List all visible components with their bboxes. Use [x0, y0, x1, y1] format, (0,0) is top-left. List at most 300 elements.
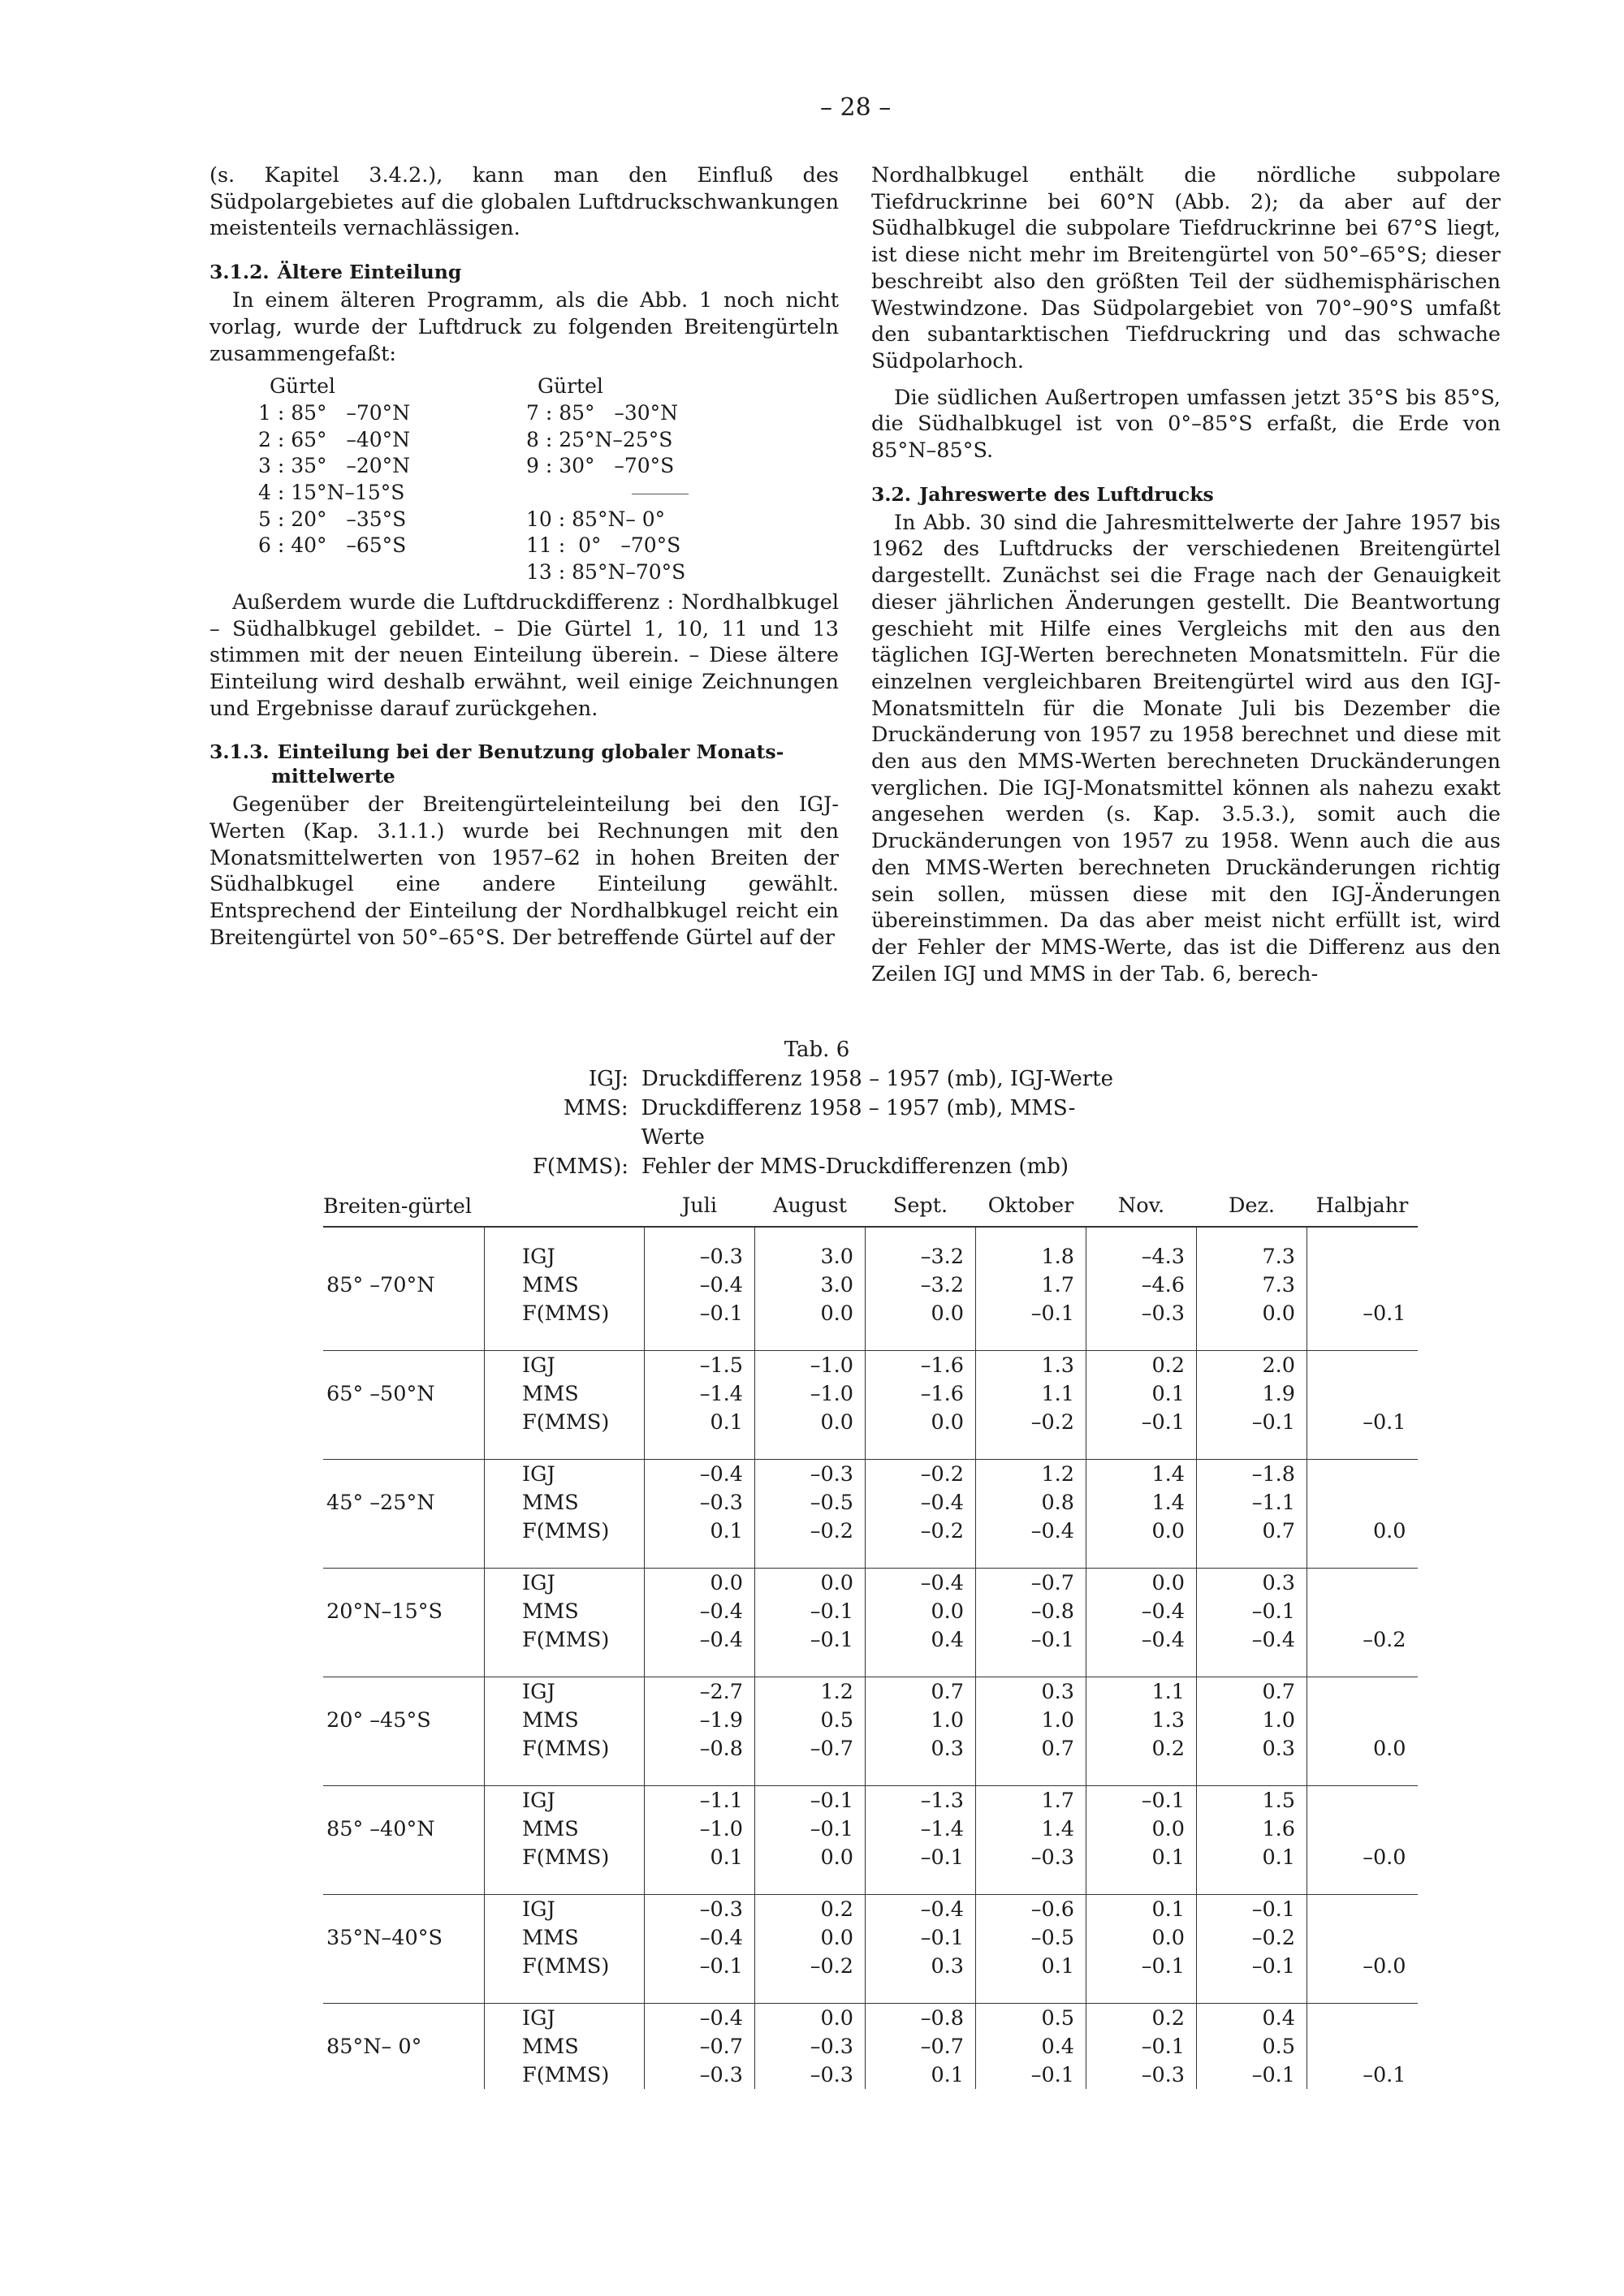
row-label: IGJ [485, 1569, 645, 1598]
table-cell: 0.7 [1197, 1677, 1307, 1707]
table-cell: 0.0 [1086, 1517, 1197, 1545]
table-cell: –0.2 [755, 1517, 866, 1545]
table-cell: 0.5 [1197, 2032, 1307, 2061]
row-label: MMS [485, 1488, 645, 1517]
table-cell: 0.0 [866, 1597, 976, 1625]
row-label: MMS [485, 1379, 645, 1408]
halbjahr-cell: 0.0 [1307, 1734, 1418, 1763]
row-label: F(MMS) [485, 1299, 645, 1327]
table-row [323, 1517, 1418, 1545]
section-title: Einteilung bei der Benutzung globaler Monats- [277, 740, 784, 764]
table-cell: –0.4 [645, 1923, 755, 1952]
table-cell: 0.0 [866, 1299, 976, 1327]
intro-paragraph: (s. Kapitel 3.4.2.), kann man den Einfluß des Südpolargebietes auf die globalen Luftdruckschwankungen meistenteils vernachlässigen. [209, 163, 839, 241]
halbjahr-cell [1307, 2032, 1418, 2061]
table-cell: 7.3 [1197, 1271, 1307, 1299]
left-column [209, 162, 839, 952]
table-cell: –0.4 [866, 1895, 976, 1924]
table-cell: 1.0 [1197, 1706, 1307, 1734]
table-cell: –0.4 [976, 1517, 1086, 1545]
pressure-difference-table [323, 1167, 1418, 2089]
table-cell: –0.7 [645, 2032, 755, 2061]
table-cell: –0.5 [976, 1923, 1086, 1952]
table-cell: 1.4 [1086, 1488, 1197, 1517]
halbjahr-cell [1307, 1597, 1418, 1625]
row-label: F(MMS) [485, 2061, 645, 2089]
belt-label [323, 2004, 485, 2033]
table-cell: –0.1 [1197, 1408, 1307, 1436]
table-cell: 1.2 [755, 1677, 866, 1707]
table-cell: 2.0 [1197, 1351, 1307, 1380]
table-cell: –0.3 [645, 1488, 755, 1517]
table-cell: –2.7 [645, 1677, 755, 1707]
table-row [323, 1952, 1418, 1980]
table-body [323, 1227, 1418, 2089]
belt-label: 85° –70°N [326, 1272, 435, 1297]
belt-label [323, 1299, 485, 1327]
header-month: Dez. [1197, 1167, 1307, 1227]
table-cell: –0.1 [755, 1786, 866, 1815]
table-cell: –0.1 [1086, 1952, 1197, 1980]
table-cell: –1.5 [645, 1351, 755, 1380]
row-label: IGJ [485, 1242, 645, 1271]
table-row [323, 1597, 1418, 1625]
group-spacer [323, 1871, 1418, 1895]
paragraph: Die südlichen Außertropen umfassen jetzt 35°S bis 85°S, die Südhalbkugel ist von 0°–85°S erfaßt, die Erde von 85°N–85°S. [871, 385, 1501, 464]
table-cell: –0.1 [755, 1625, 866, 1654]
table-cell: –0.1 [1197, 1597, 1307, 1625]
halbjahr-cell [1307, 1895, 1418, 1924]
table-cell: 0.3 [976, 1677, 1086, 1707]
belt-label [323, 1517, 485, 1545]
section-title: Jahreswerte des Luftdrucks [919, 482, 1214, 506]
table-cell: –1.4 [645, 1379, 755, 1408]
table-cell: –1.0 [645, 1815, 755, 1843]
table-cell: –0.3 [755, 2061, 866, 2089]
halbjahr-cell [1307, 1242, 1418, 1271]
table-cell: –3.2 [866, 1242, 976, 1271]
table-cell: –0.4 [645, 1597, 755, 1625]
table-cell: –0.1 [755, 1597, 866, 1625]
section-heading-3-1-3 [209, 740, 839, 788]
table-cell: 0.1 [1086, 1895, 1197, 1924]
halbjahr-cell [1307, 1923, 1418, 1952]
table-cell: 0.7 [866, 1677, 976, 1707]
table-cell: –1.4 [866, 1815, 976, 1843]
section-title-continued: mittelwerte [271, 765, 395, 788]
table-header-row [323, 1167, 1418, 1227]
paragraph: Nordhalbkugel enthält die nördliche subpolare Tiefdruckrinne bei 60°N (Abb. 2); da aber auf der Südhalbkugel die subpolare Tiefdruckrinne bei 67°S liegt, ist diese nicht mehr im Breitengürtel von 50°–65°S; dieser beschreibt also den größten Teil der südhemisphärischen Westwindzone. Das Südpolargebiet von 70°–90°S umfaßt den subantarktischen Tiefdruckring und das schwache Südpolarhoch. [871, 163, 1501, 373]
belt-label [323, 2061, 485, 2089]
row-label: MMS [485, 1706, 645, 1734]
belt-label [323, 1843, 485, 1871]
row-label: IGJ [485, 1677, 645, 1707]
table-cell: –0.1 [866, 1843, 976, 1871]
table-cell: –0.4 [645, 2004, 755, 2033]
table-cell: 0.0 [1197, 1299, 1307, 1327]
table-cell: 0.0 [755, 1843, 866, 1871]
table-cell: 0.0 [755, 1923, 866, 1952]
table-cell: –0.1 [976, 1625, 1086, 1654]
group-spacer [323, 1436, 1418, 1460]
table-row [323, 1815, 1418, 1843]
table-cell: 0.5 [976, 2004, 1086, 2033]
table-cell: 1.4 [976, 1815, 1086, 1843]
table-cell: 0.7 [1197, 1517, 1307, 1545]
row-label: IGJ [485, 1351, 645, 1380]
guertel-list [258, 373, 839, 586]
group-spacer [323, 1227, 1418, 1242]
table-row [323, 1299, 1418, 1327]
table-cell: 3.0 [755, 1242, 866, 1271]
table-cell: 1.4 [1086, 1460, 1197, 1489]
table-cell: –0.2 [755, 1952, 866, 1980]
table-cell: 1.1 [1086, 1677, 1197, 1707]
belt-label [323, 1460, 485, 1489]
table-cell: –0.2 [1197, 1923, 1307, 1952]
table-cell: –0.1 [645, 1952, 755, 1980]
legend-row [487, 1094, 1137, 1152]
table-cell: –0.1 [1197, 2061, 1307, 2089]
table-cell: –1.8 [1197, 1460, 1307, 1489]
table-cell: 0.0 [1086, 1923, 1197, 1952]
table-cell: –0.3 [755, 2032, 866, 2061]
table-cell: –0.3 [1086, 2061, 1197, 2089]
table-cell: –0.7 [866, 2032, 976, 2061]
table-cell: –1.9 [645, 1706, 755, 1734]
table-row [323, 1460, 1418, 1489]
guertel-header: Gürtel [538, 374, 603, 399]
halbjahr-cell [1307, 1460, 1418, 1489]
guertel-item: 7 : 85° –30°N [526, 400, 679, 425]
table-cell: –0.2 [976, 1408, 1086, 1436]
row-label: F(MMS) [485, 1408, 645, 1436]
table-row [323, 2004, 1418, 2033]
belt-label: 35°N–40°S [326, 1925, 443, 1950]
table-row [323, 1625, 1418, 1654]
row-label: MMS [485, 1923, 645, 1952]
table-cell: 1.0 [976, 1706, 1086, 1734]
halbjahr-cell [1307, 1786, 1418, 1815]
group-spacer [323, 1980, 1418, 2004]
row-label: MMS [485, 2032, 645, 2061]
paragraph: Außerdem wurde die Luftdruckdifferenz : Nordhalbkugel – Südhalbkugel gebildet. – Die Gürtel 1, 10, 11 und 13 stimmen mit der neuen Einteilung überein. – Diese ältere Einteilung wird deshalb erwähnt, weil einige Zeichnungen und Ergebnisse darauf zurückgehen. [209, 589, 839, 721]
paragraph: In einem älteren Programm, als die Abb. 1 noch nicht vorlag, wurde der Luftdruck zu folgenden Breitengürteln zusammengefaßt: [209, 288, 839, 366]
table-cell: –4.6 [1086, 1271, 1197, 1299]
table-cell: 3.0 [755, 1271, 866, 1299]
guertel-item: 8 : 25°N–25°S [526, 427, 673, 451]
row-label: F(MMS) [485, 1843, 645, 1871]
table-cell: –0.1 [1086, 1786, 1197, 1815]
table-cell: 0.7 [976, 1734, 1086, 1763]
header-month: Sept. [866, 1167, 976, 1227]
belt-label: 20°N–15°S [326, 1599, 443, 1624]
table-cell: –0.2 [866, 1460, 976, 1489]
belt-label [323, 1625, 485, 1654]
belt-label: 85° –40°N [326, 1816, 435, 1841]
section-number: 3.1.3. [209, 740, 270, 764]
legend-text: Druckdifferenz 1958 – 1957 (mb), IGJ-Werte [641, 1067, 1114, 1091]
table-cell: 0.1 [976, 1952, 1086, 1980]
group-spacer [323, 1763, 1418, 1786]
header-month: Juli [645, 1167, 755, 1227]
table-cell: 0.1 [1197, 1843, 1307, 1871]
halbjahr-cell [1307, 1379, 1418, 1408]
table-cell: 0.3 [866, 1952, 976, 1980]
table-row [323, 1677, 1418, 1707]
table-cell: –0.4 [866, 1488, 976, 1517]
table-cell: –0.4 [645, 1625, 755, 1654]
table-row [323, 1895, 1418, 1924]
row-label: MMS [485, 1597, 645, 1625]
table-cell: 0.2 [1086, 2004, 1197, 2033]
guertel-item: 4 : 15°N–15°S [258, 481, 405, 505]
table-row [323, 1569, 1418, 1598]
section-heading-3-1-2 [209, 260, 839, 284]
table-cell: 0.0 [755, 1569, 866, 1598]
table-row [323, 1271, 1418, 1299]
table-cell: 0.3 [1197, 1734, 1307, 1763]
table-cell: 0.0 [755, 2004, 866, 2033]
table-cell: 1.9 [1197, 1379, 1307, 1408]
table-cell: 7.3 [1197, 1242, 1307, 1271]
guertel-item: 2 : 65° –40°N [258, 427, 411, 451]
table-cell: 0.4 [976, 2032, 1086, 2061]
halbjahr-cell [1307, 2004, 1418, 2033]
table-cell: –1.0 [755, 1351, 866, 1380]
guertel-item: 13 : 85°N–70°S [526, 560, 686, 585]
table-cell: –0.3 [755, 1460, 866, 1489]
belt-label [323, 1677, 485, 1707]
table-cell: –0.1 [1086, 1408, 1197, 1436]
table-cell: –0.1 [755, 1815, 866, 1843]
paragraph: In Abb. 30 sind die Jahresmittelwerte der Jahre 1957 bis 1962 des Luftdrucks der verschiedenen Breitengürtel dargestellt. Zunächst sei die Frage nach der Genauigkeit dieser jährlichen Änderungen gestellt. Die Beantwortung geschieht mit Hilfe eines Vergleichs mit den aus den täglichen IGJ-Werten berechneten Monatsmitteln. Für die einzelnen vergleichbaren Breitengürtel wird aus den IGJ-Monatsmitteln für die Monate Juli bis Dezember die Druckänderung von 1957 zu 1958 berechnet und diese mit den aus den MMS-Werten berechneten Druckänderungen verglichen. Die IGJ-Monatsmittel können als nahezu exakt angesehen werden (s. Kap. 3.5.3.), somit auch die Druckänderungen von 1957 zu 1958. Wenn auch die aus den MMS-Werten berechneten Druckänderungen richtig sein sollen, müssen diese mit den IGJ-Änderungen übereinstimmen. Da das aber meist nicht erfüllt ist, wird der Fehler der MMS-Werte, das ist die Differenz aus den Zeilen IGJ und MMS in der Tab. 6, berech- [871, 510, 1501, 986]
table-cell: –1.1 [1197, 1488, 1307, 1517]
table-cell: 0.4 [1197, 2004, 1307, 2033]
section-title: Ältere Einteilung [277, 261, 462, 284]
table-cell: –4.3 [1086, 1242, 1197, 1271]
table-cell: –0.8 [645, 1734, 755, 1763]
table-cell: –0.1 [866, 1923, 976, 1952]
legend-key: MMS: [563, 1096, 628, 1120]
table-cell: –1.3 [866, 1786, 976, 1815]
table-cell: 0.0 [1086, 1815, 1197, 1843]
section-number: 3.2. [871, 482, 912, 506]
halbjahr-cell [1307, 1677, 1418, 1707]
belt-label [323, 1351, 485, 1380]
table-cell: 0.1 [1086, 1379, 1197, 1408]
guertel-item: 10 : 85°N– 0° [526, 507, 666, 531]
guertel-item: 6 : 40° –65°S [258, 533, 407, 558]
table-cell: –0.3 [645, 1895, 755, 1924]
guertel-item: 3 : 35° –20°N [258, 454, 411, 478]
halbjahr-cell: –0.0 [1307, 1952, 1418, 1980]
table-cell: –1.6 [866, 1379, 976, 1408]
table-row [323, 1734, 1418, 1763]
table-cell: –3.2 [866, 1271, 976, 1299]
table-cell: 1.1 [976, 1379, 1086, 1408]
table-cell: –0.1 [976, 1299, 1086, 1327]
belt-label [323, 1408, 485, 1436]
table-cell: 0.0 [755, 1299, 866, 1327]
table-row [323, 1379, 1418, 1408]
table-cell: –0.8 [976, 1597, 1086, 1625]
table-title: Tab. 6 [784, 1038, 850, 1062]
halbjahr-cell: 0.0 [1307, 1517, 1418, 1545]
table-cell: –0.1 [1197, 1895, 1307, 1924]
row-label: F(MMS) [485, 1952, 645, 1980]
table-cell: –0.4 [1086, 1625, 1197, 1654]
table-cell: 1.3 [976, 1351, 1086, 1380]
table-cell: –0.8 [866, 2004, 976, 2033]
belt-label [323, 1242, 485, 1271]
guertel-item: 1 : 85° –70°N [258, 400, 411, 425]
table-cell: –0.7 [976, 1569, 1086, 1598]
table-cell: –0.4 [645, 1271, 755, 1299]
row-label: IGJ [485, 1460, 645, 1489]
table-row [323, 1923, 1418, 1952]
table-cell: –1.1 [645, 1786, 755, 1815]
belt-label: 85°N– 0° [326, 2034, 422, 2059]
table-row [323, 2032, 1418, 2061]
header-empty [485, 1167, 645, 1227]
table-cell: 0.0 [866, 1408, 976, 1436]
table-cell: 1.2 [976, 1460, 1086, 1489]
legend-key: F(MMS): [532, 1154, 628, 1179]
group-spacer [323, 1545, 1418, 1569]
row-label: MMS [485, 1271, 645, 1299]
halbjahr-cell [1307, 1706, 1418, 1734]
table-cell: –0.3 [1086, 1299, 1197, 1327]
page-number: – 28 – [820, 93, 892, 122]
belt-label: 65° –50°N [326, 1381, 435, 1406]
table-cell: –1.6 [866, 1351, 976, 1380]
table-cell: 0.1 [866, 2061, 976, 2089]
table-cell: 1.3 [1086, 1706, 1197, 1734]
table-cell: –0.4 [866, 1569, 976, 1598]
table-cell: –0.3 [645, 2061, 755, 2089]
group-spacer [323, 1327, 1418, 1351]
table-cell: 1.0 [866, 1706, 976, 1734]
belt-label [323, 1569, 485, 1598]
table-cell: –0.5 [755, 1488, 866, 1517]
halbjahr-cell: –0.2 [1307, 1625, 1418, 1654]
section-number: 3.1.2. [209, 261, 270, 284]
header-halbjahr: Halbjahr [1307, 1167, 1418, 1227]
legend-text: Fehler der MMS-Druckdifferenzen (mb) [641, 1154, 1069, 1179]
halbjahr-cell [1307, 1351, 1418, 1380]
legend-row [487, 1064, 1137, 1094]
row-label: F(MMS) [485, 1517, 645, 1545]
belt-label [323, 1734, 485, 1763]
header-month: Nov. [1086, 1167, 1197, 1227]
table-cell: –0.4 [1197, 1625, 1307, 1654]
table-cell: 0.3 [866, 1734, 976, 1763]
table-cell: 0.1 [645, 1408, 755, 1436]
guertel-header: Gürtel [270, 374, 335, 399]
guertel-item: 11 : 0° –70°S [526, 533, 681, 558]
table-cell: 0.3 [1197, 1569, 1307, 1598]
table-cell: –0.1 [645, 1299, 755, 1327]
legend-text: Druckdifferenz 1958 – 1957 (mb), MMS-Werte [641, 1096, 1076, 1150]
row-label: IGJ [485, 1895, 645, 1924]
table-cell: –0.1 [976, 2061, 1086, 2089]
guertel-item: 5 : 20° –35°S [258, 507, 407, 531]
table-cell: 1.5 [1197, 1786, 1307, 1815]
table-cell: –0.6 [976, 1895, 1086, 1924]
guertel-item: 9 : 30° –70°S [526, 454, 675, 478]
row-label: F(MMS) [485, 1625, 645, 1654]
halbjahr-cell: –0.1 [1307, 1408, 1418, 1436]
table-cell: 0.5 [755, 1706, 866, 1734]
table-cell: 1.7 [976, 1786, 1086, 1815]
table-row [323, 1351, 1418, 1380]
group-spacer [323, 1654, 1418, 1677]
table-cell: 0.1 [1086, 1843, 1197, 1871]
table-cell: –0.3 [976, 1843, 1086, 1871]
table-cell: –1.0 [755, 1379, 866, 1408]
table-row [323, 1488, 1418, 1517]
legend-key: IGJ: [588, 1067, 628, 1091]
table-cell: 0.1 [645, 1843, 755, 1871]
row-label: IGJ [485, 2004, 645, 2033]
halbjahr-cell [1307, 1271, 1418, 1299]
table-row [323, 1242, 1418, 1271]
table-cell: –0.7 [755, 1734, 866, 1763]
header-month: August [755, 1167, 866, 1227]
table-cell: 0.8 [976, 1488, 1086, 1517]
table-cell: –0.1 [1197, 1952, 1307, 1980]
table-caption [487, 1035, 1137, 1181]
halbjahr-cell [1307, 1815, 1418, 1843]
table-cell: 1.8 [976, 1242, 1086, 1271]
table-row [323, 1706, 1418, 1734]
table-cell: –0.2 [866, 1517, 976, 1545]
belt-label [323, 1895, 485, 1924]
header-month: Oktober [976, 1167, 1086, 1227]
table-cell: 0.0 [755, 1408, 866, 1436]
header-belt: Breiten-gürtel [323, 1167, 485, 1227]
table-cell: 0.0 [645, 1569, 755, 1598]
halbjahr-cell: –0.1 [1307, 2061, 1418, 2089]
table-cell: 0.4 [866, 1625, 976, 1654]
belt-label: 45° –25°N [326, 1490, 435, 1515]
row-label: MMS [485, 1815, 645, 1843]
table-cell: 0.0 [1086, 1569, 1197, 1598]
table-cell: 0.2 [1086, 1351, 1197, 1380]
halbjahr-cell [1307, 1569, 1418, 1598]
table-row [323, 1786, 1418, 1815]
row-label: F(MMS) [485, 1734, 645, 1763]
row-label: IGJ [485, 1786, 645, 1815]
table-cell: –0.1 [1086, 2032, 1197, 2061]
table-row [323, 2061, 1418, 2089]
table-cell: 1.6 [1197, 1815, 1307, 1843]
table-cell: 0.2 [1086, 1734, 1197, 1763]
table-cell: –0.4 [645, 1460, 755, 1489]
belt-label: 20° –45°S [326, 1707, 431, 1733]
halbjahr-cell: –0.1 [1307, 1299, 1418, 1327]
table-row [323, 1843, 1418, 1871]
table-cell: –0.3 [645, 1242, 755, 1271]
halbjahr-cell: –0.0 [1307, 1843, 1418, 1871]
section-heading-3-2 [871, 482, 1501, 507]
paragraph: Gegenüber der Breitengürteleinteilung bei den IGJ-Werten (Kap. 3.1.1.) wurde bei Rechnungen mit den Monatsmittelwerten von 1957–62 in hohen Breiten der Südhalbkugel eine andere Einteilung gewählt. Entsprechend der Einteilung der Nordhalbkugel reicht ein Breitengürtel von 50°–65°S. Der betreffende Gürtel auf der [209, 792, 839, 950]
belt-label [323, 1952, 485, 1980]
halbjahr-cell [1307, 1488, 1418, 1517]
right-column [871, 162, 1501, 987]
table-cell: –0.4 [1086, 1597, 1197, 1625]
